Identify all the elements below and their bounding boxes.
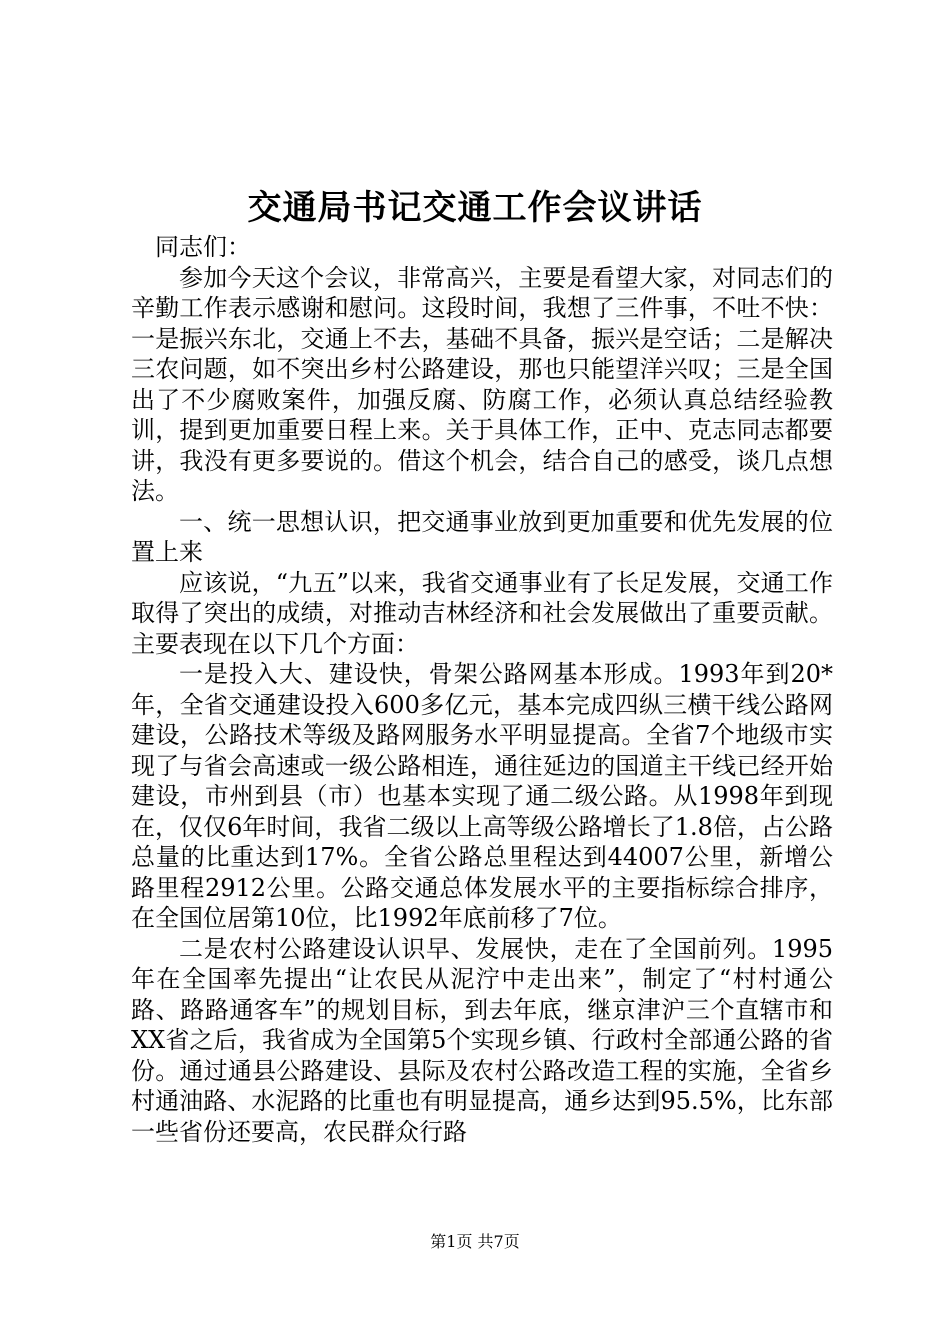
body-paragraph: 二是农村公路建设认识早、发展快，走在了全国前列。1995年在全国率先提出“让农民从泥泞中走出来”，制定了“村村通公路、路路通客车”的规划目标，到去年底，继京津沪三个直辖市和XX省之后，我省成为全国第5个实现乡镇、行政村全部通公路的省份。通过通县公路建设、县际及农村公路改造工程的实施，全省乡村通油路、水泥路的比重也有明显提高，通乡达到95.5%，比东部一些省份还要高，农民群众行路 [131, 934, 833, 1146]
document-body [131, 232, 833, 1147]
body-paragraph: 参加今天这个会议，非常高兴，主要是看望大家，对同志们的辛勤工作表示感谢和慰问。这段时间，我想了三件事，不吐不快：一是振兴东北，交通上不去，基础不具备，振兴是空话；二是解决三农问题，如不突出乡村公路建设，那也只能望洋兴叹；三是全国出了不少腐败案件，加强反腐、防腐工作，必须认真总结经验教训，提到更加重要日程上来。关于具体工作，正中、克志同志都要讲，我没有更多要说的。借这个机会，结合自己的感受，谈几点想法。 [131, 263, 833, 505]
body-paragraph: 一是投入大、建设快，骨架公路网基本形成。1993年到20*年，全省交通建设投入600多亿元，基本完成四纵三横干线公路网建设，公路技术等级及路网服务水平明显提高。全省7个地级市实现了与省会高速或一级公路相连，通往延边的国道主干线已经开始建设，市州到县（市）也基本实现了通二级公路。从1998年到现在，仅仅6年时间，我省二级以上高等级公路增长了1.8倍，占公路总量的比重达到17%。全省公路总里程达到44007公里，新增公路里程2912公里。公路交通总体发展水平的主要指标综合排序，在全国位居第10位，比1992年底前移了7位。 [131, 660, 833, 932]
body-paragraph: 应该说，“九五”以来，我省交通事业有了长足发展，交通工作取得了突出的成绩，对推动吉林经济和社会发展做出了重要贡献。主要表现在以下几个方面： [131, 568, 833, 658]
page-footer: 第1页 共7页 [430, 1232, 520, 1251]
greeting-paragraph: 同志们： [155, 233, 251, 261]
section-heading: 一、统一思想认识，把交通事业放到更加重要和优先发展的位置上来 [131, 507, 833, 566]
document-title: 交通局书记交通工作会议讲话 [247, 188, 703, 228]
